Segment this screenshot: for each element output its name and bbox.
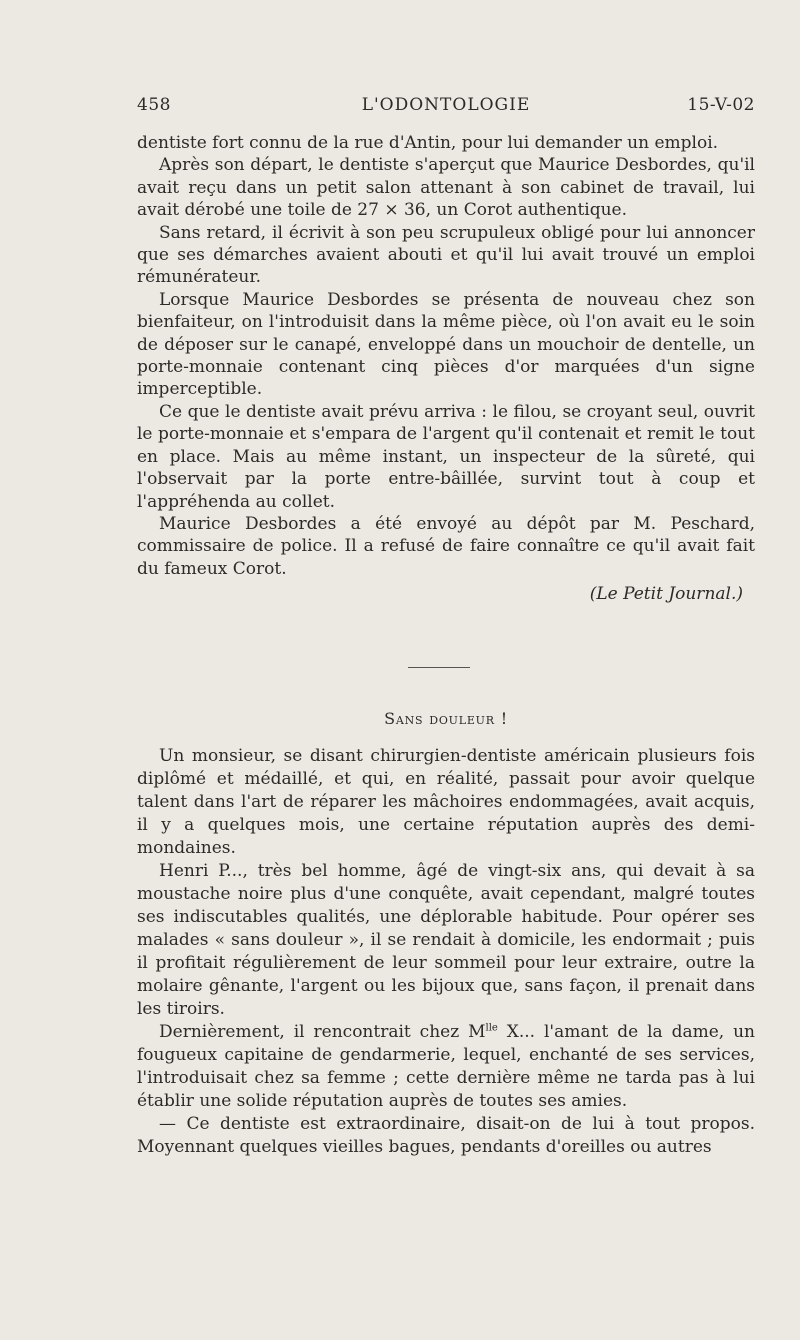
issue-date: 15-V-02 (687, 95, 755, 115)
section-divider (408, 667, 470, 668)
paragraph-text: Dernièrement, il rencontrait chez M (159, 1022, 486, 1042)
article-sans-douleur (137, 745, 755, 1159)
running-header (137, 95, 755, 121)
article-corot (137, 132, 755, 606)
paragraph: Après son départ, le dentiste s'aperçut que Maurice Desbordes, qu'il avait reçu dans un petit salon attenant à son cabinet de travail, lui avait dérobé une toile de 27 × 36, un Corot authentique. (137, 155, 755, 221)
source-citation: (Le Petit Journal.) (589, 584, 743, 605)
paragraph: Ce que le dentiste avait prévu arriva : le filou, se croyant seul, ouvrit le porte-monnaie et s'empara de l'argent qu'il contenait et remit le tout en place. Mais au même instant, un inspecteur de la sûreté, qui l'observait par la porte entre-bâillée, survint tout à coup et l'appréhenda au collet. (137, 401, 755, 512)
paragraph-text: X... l'amant de la dame, un fougueux capitaine de gendarmerie, lequel, enchanté de ses services, l'introduisait chez sa femme ; cette dernière même ne tarda pas à lui établir une solide réputation auprès de toutes ses amies. (137, 1022, 755, 1111)
page-number: 458 (137, 95, 171, 115)
paragraph: Lorsque Maurice Desbordes se présenta de nouveau chez son bienfaiteur, on l'introduisit dans la même pièce, où l'on avait eu le soin de déposer sur le canapé, enveloppé dans un mouchoir de dentelle, un porte-monnaie contenant cinq pièces d'or marquées d'un signe imperceptible. (137, 289, 755, 400)
paragraph: Un monsieur, se disant chirurgien-dentiste américain plusieurs fois diplômé et médaillé, et qui, en réalité, passait pour avoir quelque talent dans l'art de réparer les mâchoires endommagées, avait acquis, il y a quelques mois, une certaine réputation auprès des demi-mondaines. (137, 746, 755, 858)
paragraph: Sans retard, il écrivit à son peu scrupuleux obligé pour lui annoncer que ses démarches avaient abouti et qu'il lui avait trouvé un emploi rémunérateur. (137, 222, 755, 288)
paragraph: Maurice Desbordes a été envoyé au dépôt par M. Peschard, commissaire de police. Il a refusé de faire connaître ce qu'il avait fait du fameux Corot. (137, 513, 755, 579)
paragraph: — Ce dentiste est extraordinaire, disait-on de lui à tout propos. Moyennant quelques vieilles bagues, pendants d'oreilles ou autres (137, 1114, 755, 1157)
paragraph: Henri P..., très bel homme, âgé de vingt-six ans, qui devait à sa moustache noire plus d'une conquête, avait cependant, malgré toutes ses indiscutables qualités, une déplorable habitude. Pour opérer ses malades « sans douleur », il se rendait à domicile, les endormait ; puis il profitait régulièrement de leur sommeil pour leur extraire, outre la molaire gênante, l'argent ou les bijoux que, sans façon, il prenait dans les tiroirs. (137, 861, 755, 1019)
superscript: lle (485, 1022, 498, 1034)
section-title: Sans douleur ! (384, 709, 508, 728)
paragraph (137, 1021, 755, 1113)
journal-title: L'ODONTOLOGIE (361, 95, 531, 115)
paragraph: dentiste fort connu de la rue d'Antin, pour lui demander un emploi. (137, 133, 719, 153)
